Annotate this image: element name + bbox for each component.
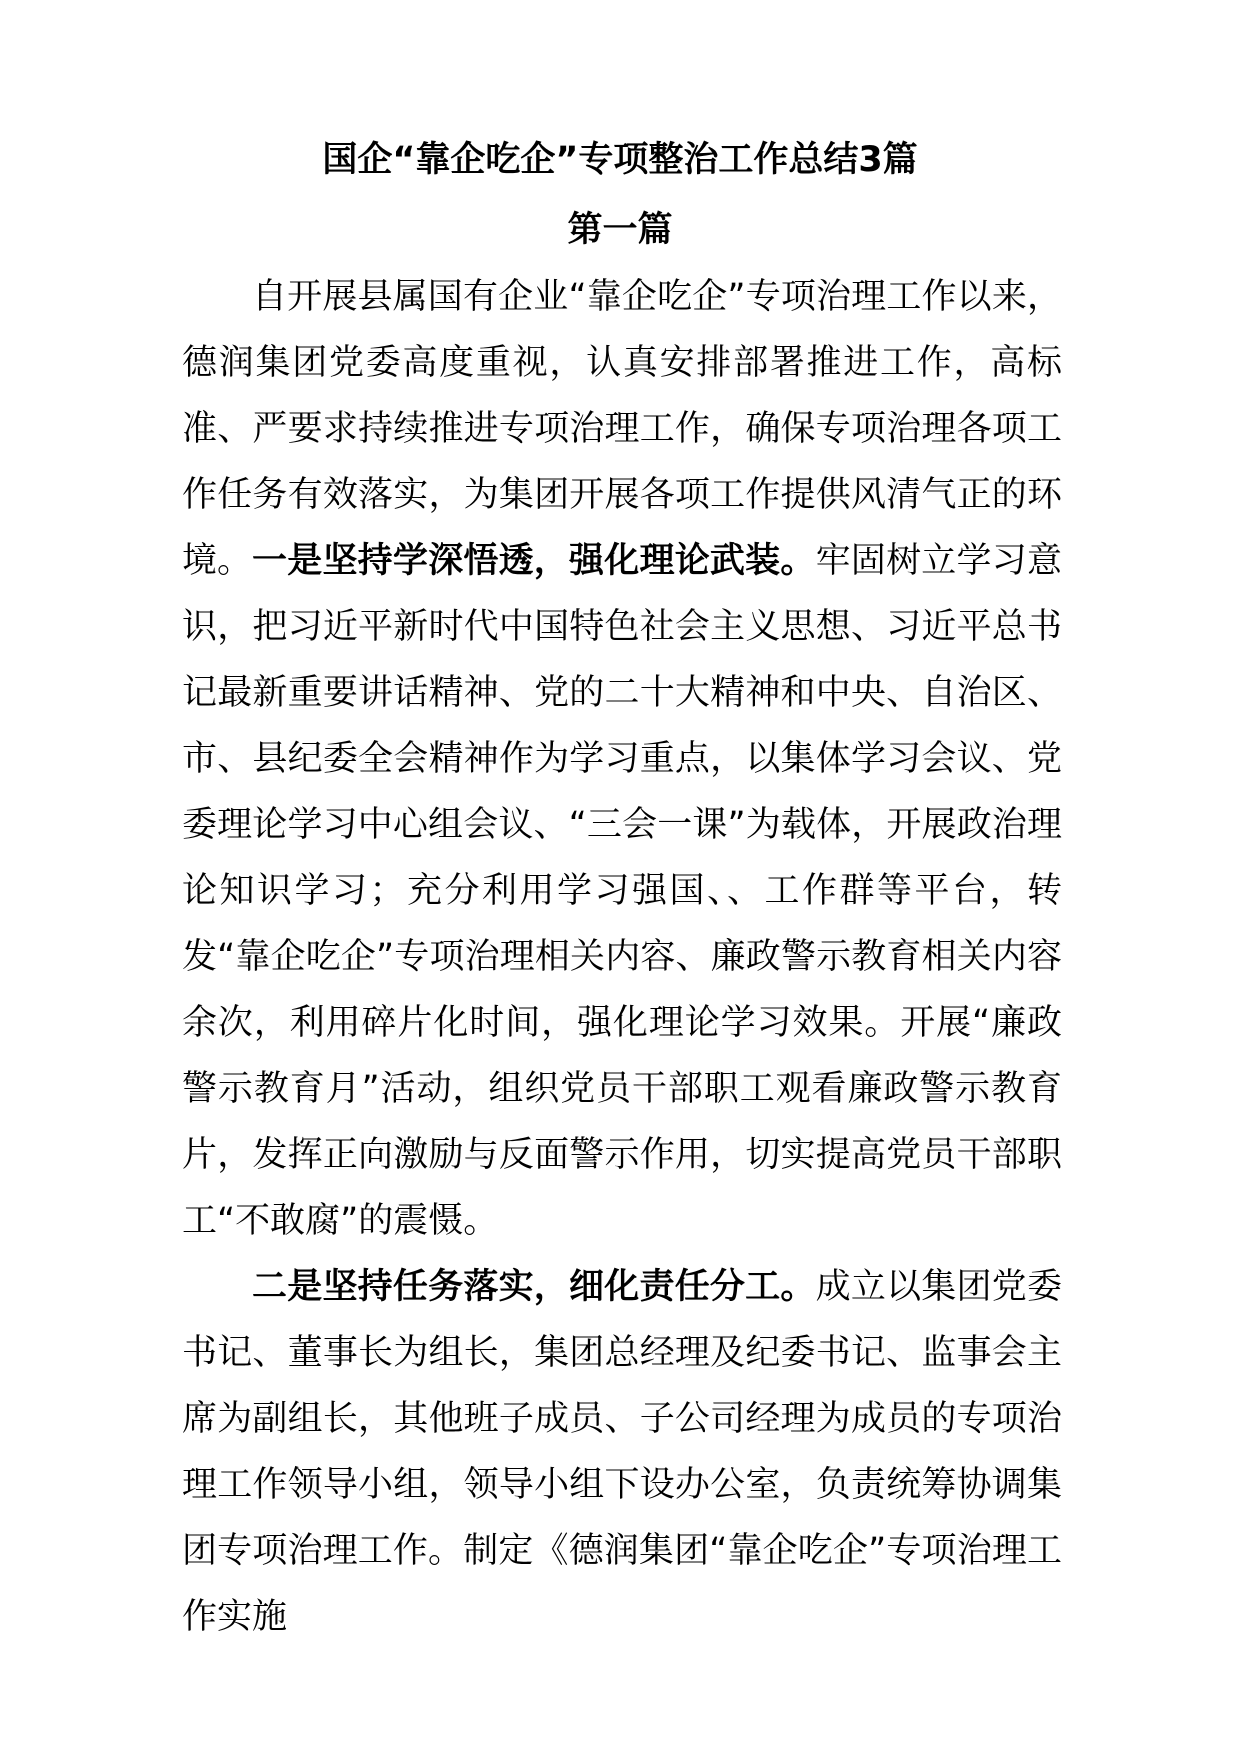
section-one-body: 牢固树立学习意识，把习近平新时代中国特色社会主义思想、习近平总书记最新重要讲话精神、党的二十大精神和中央、自治区、市、县纪委全会精神作为学习重点，以集体学习会议、党委理论学习中心组会议、“三会一课”为载体，开展政治理论知识学习；充分利用学习强国、、工作群等平台，转发“靠企吃企”专项治理相关内容、廉政警示教育相关内容余次，利用碎片化时间，强化理论学习效果。开展“廉政警示教育月”活动，组织党员干部职工观看廉政警示教育片，发挥正向激励与反面警示作用，切实提高党员干部职工“不敢腐”的震慑。 bbox=[182, 541, 1062, 1241]
section-two-paragraph bbox=[182, 1254, 1062, 1650]
section-two-lead: 二是坚持任务落实，细化责任分工。 bbox=[252, 1267, 816, 1307]
section-one-paragraph bbox=[182, 528, 1062, 1254]
section-one-lead: 一是坚持学深悟透，强化理论武装。 bbox=[252, 541, 816, 581]
part-title: 第一篇 bbox=[567, 210, 673, 250]
document-title: 国企“靠企吃企”专项整治工作总结3篇 bbox=[322, 140, 918, 180]
intro-text: 自开展县属国有企业“靠企吃企”专项治理工作以来，德润集团党委高度重视，认真安排部署推进工作，高标准、严要求持续推进专项治理工作，确保专项治理各项工作任务有效落实，为集团开展各项工作提供风清气正的环境。 bbox=[182, 277, 1062, 581]
section-two-body: 成立以集团党委书记、董事长为组长，集团总经理及纪委书记、监事会主席为副组长，其他班子成员、子公司经理为成员的专项治理工作领导小组，领导小组下设办公室，负责统筹协调集团专项治理工作。制定《德润集团“靠企吃企”专项治理工作实施 bbox=[182, 1267, 1062, 1637]
